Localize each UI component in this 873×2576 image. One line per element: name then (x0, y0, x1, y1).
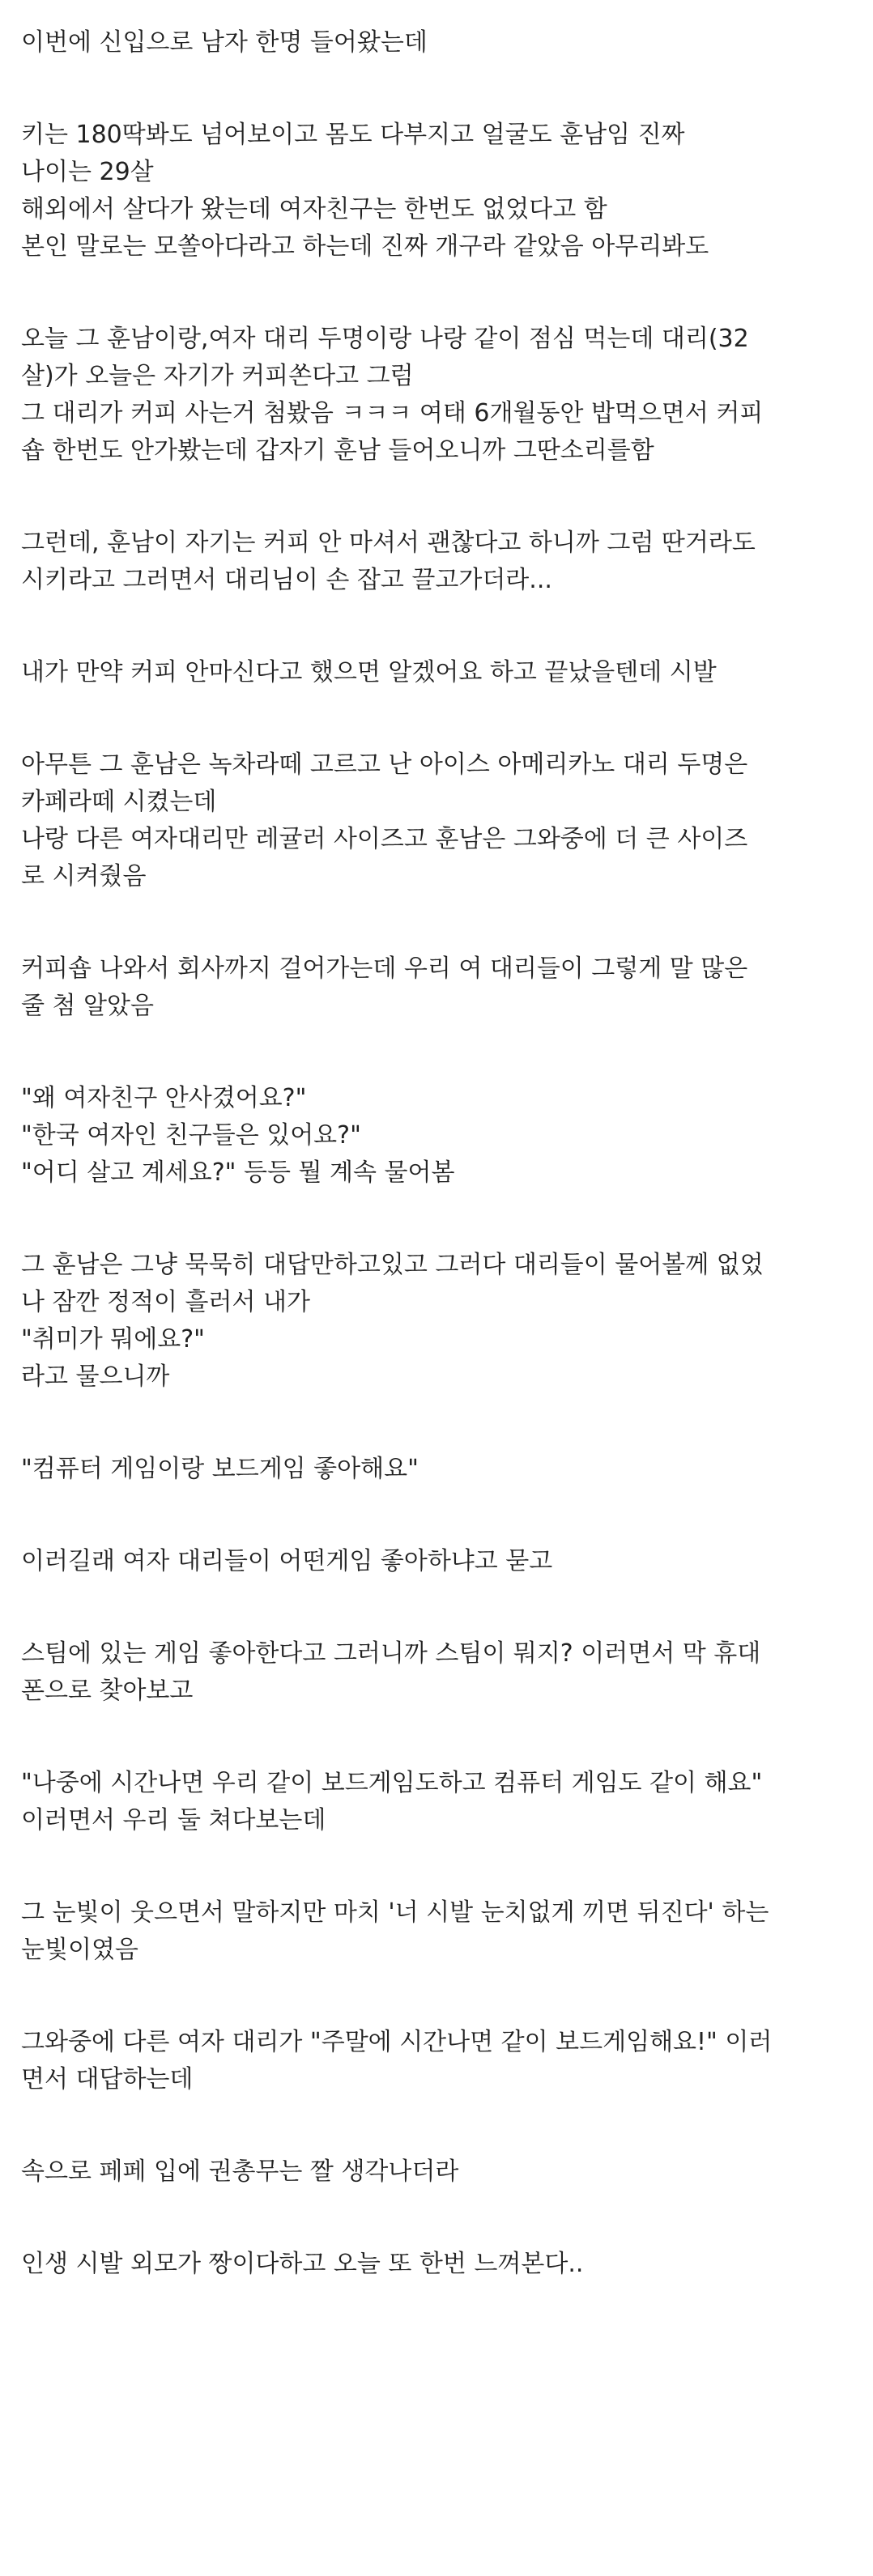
text-line: 그 훈남은 그냥 묵묵히 대답만하고있고 그러다 대리들이 물어볼께 없었 (21, 1251, 764, 1279)
paragraph (21, 1451, 855, 1488)
paragraph (21, 1894, 855, 1969)
paragraph (21, 525, 855, 599)
paragraph (21, 1247, 855, 1396)
text-line: 줄 첨 알았음 (21, 992, 154, 1020)
paragraph (21, 321, 855, 470)
paragraph (21, 1635, 855, 1710)
text-line: 커피숍 나와서 회사까지 걸어가는데 우리 여 대리들이 그렇게 말 많은 (21, 954, 748, 983)
text-line: 아무튼 그 훈남은 녹차라떼 고르고 난 아이스 아메리카노 대리 두명은 (21, 750, 748, 779)
paragraph (21, 1080, 855, 1192)
text-line: 그와중에 다른 여자 대리가 "주말에 시간나면 같이 보드게임해요!" 이러 (21, 2028, 773, 2056)
text-line: "컴퓨터 게임이랑 보드게임 좋아해요" (21, 1455, 419, 1483)
paragraph (21, 2153, 855, 2191)
text-line: 키는 180딱봐도 넘어보이고 몸도 다부지고 얼굴도 훈남임 진짜 (21, 121, 685, 149)
paragraph (21, 1543, 855, 1580)
text-line: 눈빛이였음 (21, 1936, 138, 1964)
paragraph (21, 1765, 855, 1839)
text-line: "왜 여자친구 안사겼어요?" (21, 1084, 307, 1112)
post-body (21, 24, 855, 2338)
text-line: 숍 한번도 안가봤는데 갑자기 훈남 들어오니까 그딴소리를함 (21, 436, 654, 465)
text-line: 해외에서 살다가 왔는데 여자친구는 한번도 없었다고 함 (21, 195, 607, 223)
text-line: 그 눈빛이 웃으면서 말하지만 마치 '너 시발 눈치없게 끼면 뒤진다' 하는 (21, 1898, 769, 1927)
paragraph (21, 2246, 855, 2283)
text-line: "취미가 뭐에요?" (21, 1325, 205, 1354)
paragraph (21, 746, 855, 895)
text-line: 나 잠깐 정적이 흘러서 내가 (21, 1288, 310, 1316)
text-line: 카페라떼 시켰는데 (21, 788, 217, 816)
text-line: 스팀에 있는 게임 좋아한다고 그러니까 스팀이 뭐지? 이러면서 막 휴대 (21, 1639, 761, 1668)
text-line: 살)가 오늘은 자기가 커피쏜다고 그럼 (21, 362, 414, 390)
paragraph (21, 654, 855, 691)
text-line: "나중에 시간나면 우리 같이 보드게임도하고 컴퓨터 게임도 같이 해요" (21, 1769, 763, 1797)
text-line: 면서 대답하는데 (21, 2065, 194, 2094)
text-line: 인생 시발 외모가 짱이다하고 오늘 또 한번 느껴본다.. (21, 2250, 584, 2278)
text-line: 라고 물으니까 (21, 1362, 170, 1391)
text-line: 나이는 29살 (21, 158, 154, 186)
text-line: 로 시켜줬음 (21, 862, 147, 891)
paragraph (21, 950, 855, 1025)
text-line: 이러길래 여자 대리들이 어떤게임 좋아하냐고 묻고 (21, 1547, 553, 1575)
text-line: 이러면서 우리 둘 쳐다보는데 (21, 1806, 326, 1834)
text-line: 속으로 페페 입에 권총무는 짤 생각나더라 (21, 2157, 459, 2186)
paragraph (21, 24, 855, 62)
text-line: 그런데, 훈남이 자기는 커피 안 마셔서 괜찮다고 하니까 그럼 딴거라도 (21, 529, 756, 557)
text-line: 내가 만약 커피 안마신다고 했으면 알겠어요 하고 끝났을텐데 시발 (21, 658, 717, 687)
text-line: "어디 살고 계세요?" 등등 뭘 계속 물어봄 (21, 1158, 455, 1187)
text-line: 시키라고 그러면서 대리님이 손 잡고 끌고가더라... (21, 566, 552, 594)
text-line: 이번에 신입으로 남자 한명 들어왔는데 (21, 28, 428, 57)
text-line: 본인 말로는 모쏠아다라고 하는데 진짜 개구라 같았음 아무리봐도 (21, 232, 709, 261)
text-line: 오늘 그 훈남이랑,여자 대리 두명이랑 나랑 같이 점심 먹는데 대리(32 (21, 325, 749, 353)
paragraph (21, 117, 855, 266)
text-line: 그 대리가 커피 사는거 첨봤음 ㅋㅋㅋ 여태 6개월동안 밥먹으면서 커피 (21, 399, 764, 427)
text-line: 폰으로 찾아보고 (21, 1677, 194, 1705)
paragraph (21, 2024, 855, 2098)
text-line: "한국 여자인 친구들은 있어요?" (21, 1121, 361, 1150)
text-line: 나랑 다른 여자대리만 레귤러 사이즈고 훈남은 그와중에 더 큰 사이즈 (21, 825, 748, 853)
